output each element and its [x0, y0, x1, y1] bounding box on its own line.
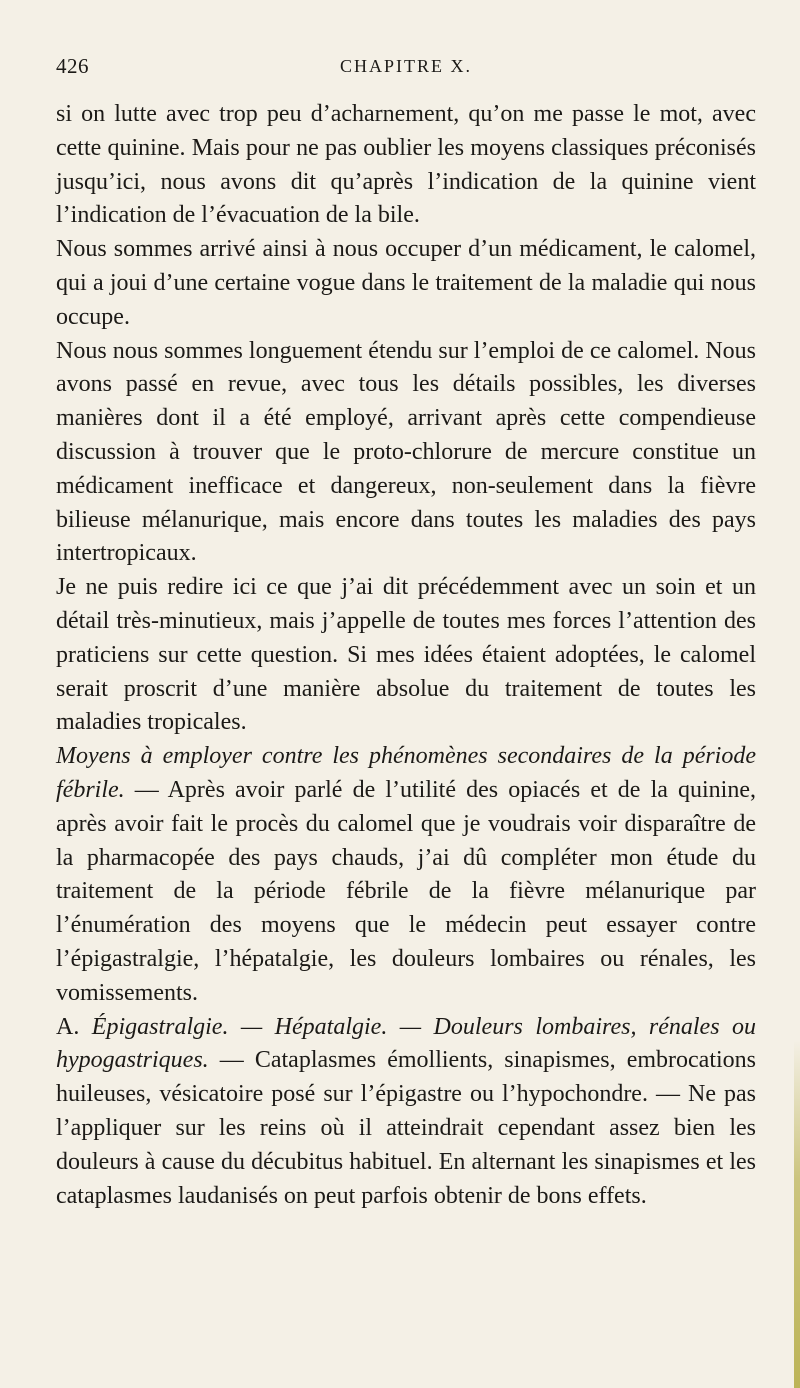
- item-letter: A.: [56, 1013, 92, 1040]
- paragraph-6: [56, 1011, 756, 1214]
- paragraph-3: Nous nous sommes longuement étendu sur l’emploi de ce calomel. Nous avons passé en revue, avec tous les détails possibles, les diverses manières dont il a été employé, arrivant après cette compendieuse discussion à trouver que le proto-chlorure de mercure constitue un médicament inefficace et dangereux, non-seulement dans la fièvre bilieuse mélanurique, mais encore dans toutes les maladies des pays intertropicaux.: [56, 337, 756, 567]
- page-number: 426: [56, 54, 89, 78]
- section-heading-epigastralgie: Épigastralgie. — Hépatalgie. — Douleurs lombaires, rénales ou hypogastriques.: [56, 1013, 756, 1074]
- paragraph-5-text: — Après avoir parlé de l’utilité des opiacés et de la quinine, après avoir fait le procès du calomel que je voudrais voir disparaître de la pharmacopée des pays chauds, j’ai dû compléter mon étude du traitement de la période fébrile de la fièvre mélanurique par l’énumération des moyens que le médecin peut essayer contre l’épigastralgie, l’hépatalgie, les douleurs lombaires ou rénales, les vomissements.: [56, 776, 756, 1006]
- paragraph-5: [56, 740, 756, 1010]
- paragraph-2: Nous sommes arrivé ainsi à nous occuper d’un médicament, le calomel, qui a joui d’une certaine vogue dans le traitement de la maladie qui nous occupe.: [56, 236, 756, 330]
- running-head: CHAPITRE X.: [339, 56, 472, 76]
- paragraph-1: si on lutte avec trop peu d’acharnement, qu’on me passe le mot, avec cette quinine. Mais pour ne pas oublier les moyens classiques préconisés jusqu’ici, nous avons dit qu’après l’indication de la quinine vient l’indication de l’évacuation de la bile.: [56, 101, 756, 229]
- paragraph-6-text: — Cataplasmes émollients, sinapismes, embrocations huileuses, vésicatoire posé sur l’épigastre ou l’hypochondre. — Ne pas l’appliquer sur les reins où il atteindrait cependant assez bien les douleurs à cause du décubitus habituel. En alternant les sinapismes et les cataplasmes laudanisés on peut parfois obtenir de bons effets.: [56, 1047, 756, 1209]
- page-edge-stain: [794, 1040, 800, 1388]
- section-heading-secondary-phenomena: Moyens à employer contre les phénomènes secondaires de la période fébrile.: [56, 743, 756, 803]
- paragraph-4: Je ne puis redire ici ce que j’ai dit précédemment avec un soin et un détail très-minutieux, mais j’appelle de toutes mes forces l’attention des praticiens sur cette question. Si mes idées étaient adoptées, le calomel serait proscrit d’une manière absolue du traitement de toutes les maladies tropicales.: [56, 574, 756, 736]
- body-text: [56, 98, 756, 1213]
- page-header: [56, 52, 756, 82]
